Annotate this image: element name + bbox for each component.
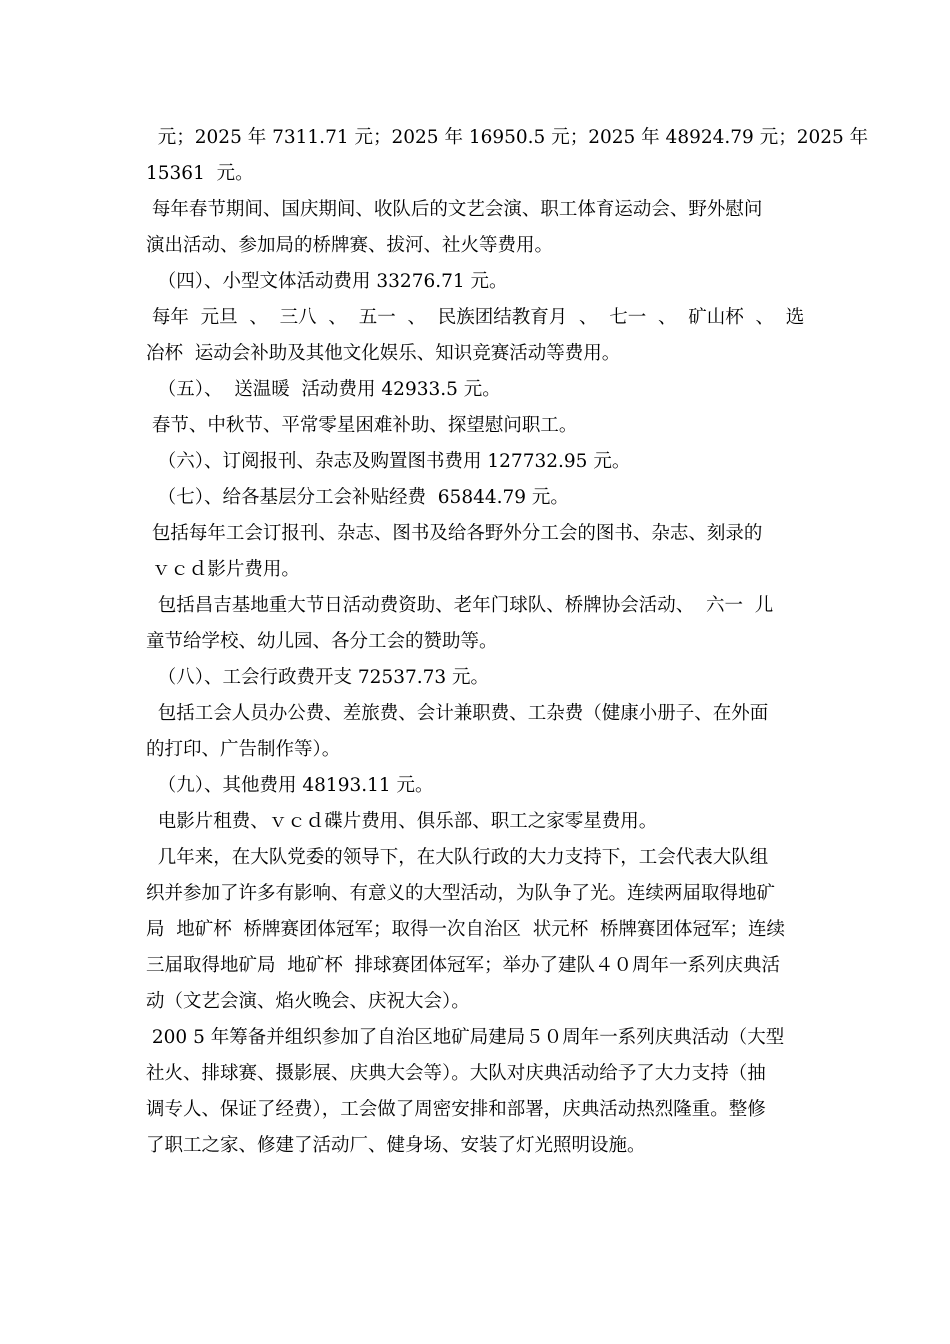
text-line: 演出活动、参加局的桥牌赛、拔河、社火等费用。 (146, 235, 554, 256)
text-line: 每年 元旦 、 三八 、 五一 、 民族团结教育月 、 七一 、 矿山杯 、 选 (146, 307, 805, 328)
text-line: 社火、排球赛、摄影展、庆典大会等）。大队对庆典活动给予了大力支持（抽 (146, 1063, 766, 1084)
text-line: 动（文艺会演、焰火晚会、庆祝大会）。 (146, 991, 470, 1012)
text-line: 每年春节期间、国庆期间、收队后的文艺会演、职工体育运动会、野外慰问 (146, 199, 763, 220)
text-line: 的打印、广告制作等）。 (146, 739, 341, 760)
text-line: （六）、订阅报刊、杂志及购置图书费用 127732.95 元。 (146, 451, 631, 472)
text-line: （九）、其他费用 48193.11 元。 (146, 775, 434, 796)
text-line: （五）、 送温暖 活动费用 42933.5 元。 (146, 379, 501, 400)
text-line: 200 5 年筹备并组织参加了自治区地矿局建局５０周年一系列庆典活动（大型 (146, 1027, 785, 1048)
text-line: 15361 元。 (146, 163, 254, 184)
text-line: （八）、工会行政费开支 72537.73 元。 (146, 667, 490, 688)
text-line: 三届取得地矿局 地矿杯 排球赛团体冠军；举办了建队４０周年一系列庆典活 (146, 955, 781, 976)
text-line: 春节、中秋节、平常零星困难补助、探望慰问职工。 (146, 415, 578, 436)
text-line: （七）、给各基层分工会补贴经费 65844.79 元。 (146, 487, 569, 508)
text-line: 织并参加了许多有影响、有意义的大型活动，为队争了光。连续两届取得地矿 (146, 883, 776, 904)
text-line: 包括工会人员办公费、差旅费、会计兼职费、工杂费（健康小册子、在外面 (146, 703, 769, 724)
text-line: 冶杯 运动会补助及其他文化娱乐、知识竞赛活动等费用。 (146, 343, 621, 364)
text-line: 包括每年工会订报刊、杂志、图书及给各野外分工会的图书、杂志、刻录的 (146, 523, 763, 544)
text-line: 童节给学校、幼儿园、各分工会的赞助等。 (146, 631, 498, 652)
text-line: （四）、小型文体活动费用 33276.71 元。 (146, 271, 508, 292)
text-line: 几年来，在大队党委的领导下，在大队行政的大力支持下，工会代表大队组 (146, 847, 769, 868)
text-line: 了职工之家、修建了活动厂、健身场、安装了灯光照明设施。 (146, 1135, 646, 1156)
text-line: 电影片租费、ｖｃｄ碟片费用、俱乐部、职工之家零星费用。 (146, 811, 658, 832)
text-line: 包括昌吉基地重大节日活动费资助、老年门球队、桥牌协会活动、 六一 儿 (146, 595, 774, 616)
text-line: 局 地矿杯 桥牌赛团体冠军；取得一次自治区 状元杯 桥牌赛团体冠军；连续 (146, 919, 786, 940)
text-line: 元；2025 年 7311.71 元；2025 年 16950.5 元；2025 年 48924.79 元；2025 年 (146, 127, 869, 148)
text-line: ｖｃｄ影片费用。 (146, 559, 300, 580)
text-line: 调专人、保证了经费），工会做了周密安排和部署，庆典活动热烈隆重。整修 (146, 1099, 766, 1120)
